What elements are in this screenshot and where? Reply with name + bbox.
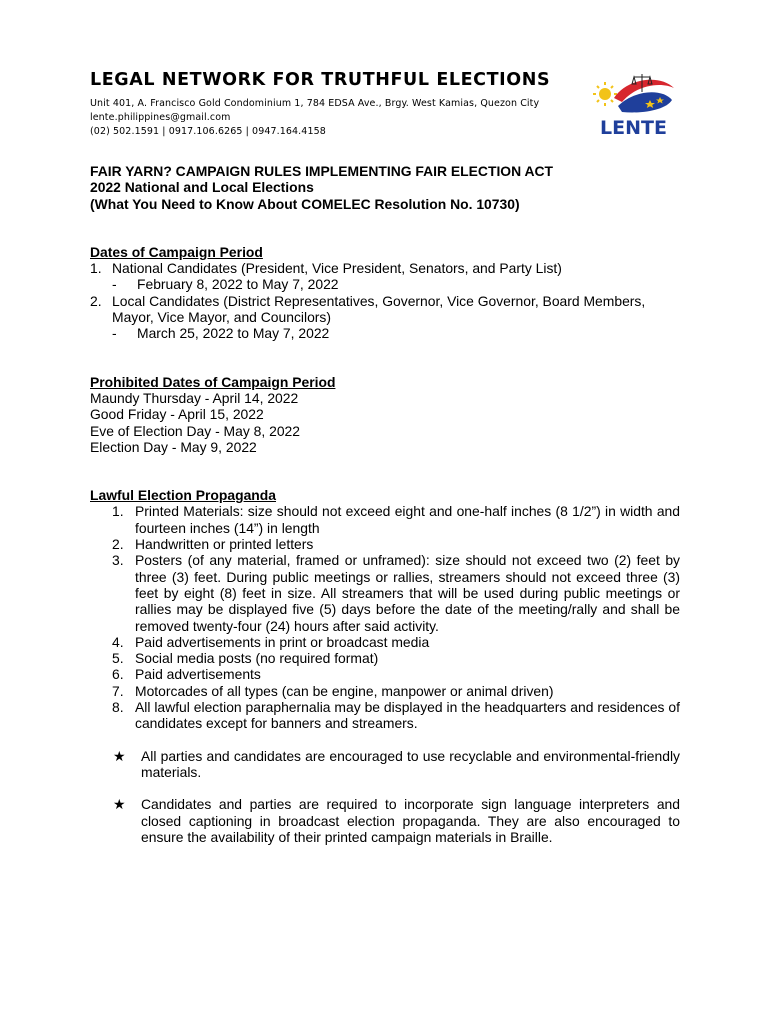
prohibited-date: Election Day - May 9, 2022 bbox=[90, 438, 257, 455]
logo-wordmark: LENTE bbox=[600, 117, 667, 139]
list-item: 3. Posters (of any material, framed or unframed): size should not exceed two (2) feet by three (3) feet. During public meetings or rallies, streamers should not exceed three (3) feet by eight (8) feet in size. All streamers that will be used during public meetings or rallies may be displayed five (5) days before the date of the meeting/rally and shall be removed twenty-four (24) hours after said activity. bbox=[112, 552, 680, 634]
sun-icon bbox=[599, 88, 611, 100]
title-line-2: 2022 National and Local Elections bbox=[90, 179, 314, 196]
list-item: 8. All lawful election paraphernalia may be displayed in the headquarters and residences of candidates except for banners and streamers. bbox=[112, 699, 680, 732]
prohibited-date: Eve of Election Day - May 8, 2022 bbox=[90, 422, 301, 439]
list-item: 5. Social media posts (no required format) bbox=[112, 650, 379, 667]
title-line-3: (What You Need to Know About COMELEC Resolution No. 10730) bbox=[90, 195, 520, 212]
campaign-item-continued: Mayor, Vice Mayor, and Councilors) bbox=[112, 309, 332, 326]
org-email: lente.philippines@gmail.com bbox=[90, 112, 231, 123]
prohibited-dates-heading: Prohibited Dates of Campaign Period bbox=[90, 373, 336, 390]
campaign-subitem: - February 8, 2022 to May 7, 2022 bbox=[112, 276, 339, 293]
campaign-item: 2. Local Candidates (District Representatives, Governor, Vice Governor, Board Members, bbox=[90, 292, 646, 309]
list-item: 7. Motorcades of all types (can be engine, manpower or animal driven) bbox=[112, 682, 554, 699]
note-item: ★ All parties and candidates are encouraged to use recyclable and environmental-friendly materials. bbox=[113, 747, 680, 780]
list-item: 6. Paid advertisements bbox=[112, 666, 261, 683]
prohibited-date: Good Friday - April 15, 2022 bbox=[90, 406, 264, 423]
list-item: 2. Handwritten or printed letters bbox=[112, 536, 314, 553]
lawful-propaganda-list bbox=[90, 503, 680, 731]
campaign-item: 1. National Candidates (President, Vice President, Senators, and Party List) bbox=[90, 260, 562, 277]
note-item: ★ Candidates and parties are required to incorporate sign language interpreters and closed captioning in broadcast election propaganda. They are also encouraged to ensure the availability of their printed campaign materials in Braille. bbox=[113, 796, 680, 845]
org-phones: (02) 502.1591 | 0917.106.6265 | 0947.164.4158 bbox=[90, 126, 326, 137]
star-icon: ★ bbox=[113, 796, 126, 813]
star-icon: ★ bbox=[113, 747, 126, 764]
campaign-period-heading: Dates of Campaign Period bbox=[90, 243, 263, 260]
list-item: 1. Printed Materials: size should not exceed eight and one-half inches (8 1/2”) in width and fourteen inches (14”) in length bbox=[112, 503, 680, 536]
prohibited-date: Maundy Thursday - April 14, 2022 bbox=[90, 389, 299, 406]
campaign-subitem: - March 25, 2022 to May 7, 2022 bbox=[112, 325, 330, 342]
org-address: Unit 401, A. Francisco Gold Condominium 1, 784 EDSA Ave., Brgy. West Kamias, Quezon City bbox=[90, 98, 540, 109]
lente-logo bbox=[592, 70, 682, 140]
lente-logo-graphic bbox=[592, 70, 682, 140]
org-name: LEGAL NETWORK FOR TRUTHFUL ELECTIONS bbox=[90, 70, 551, 90]
title-line-1: FAIR YARN? CAMPAIGN RULES IMPLEMENTING FAIR ELECTION ACT bbox=[90, 163, 554, 179]
list-item: 4. Paid advertisements in print or broadcast media bbox=[112, 633, 430, 650]
lawful-propaganda-heading: Lawful Election Propaganda bbox=[90, 487, 277, 504]
document-body bbox=[90, 163, 680, 845]
